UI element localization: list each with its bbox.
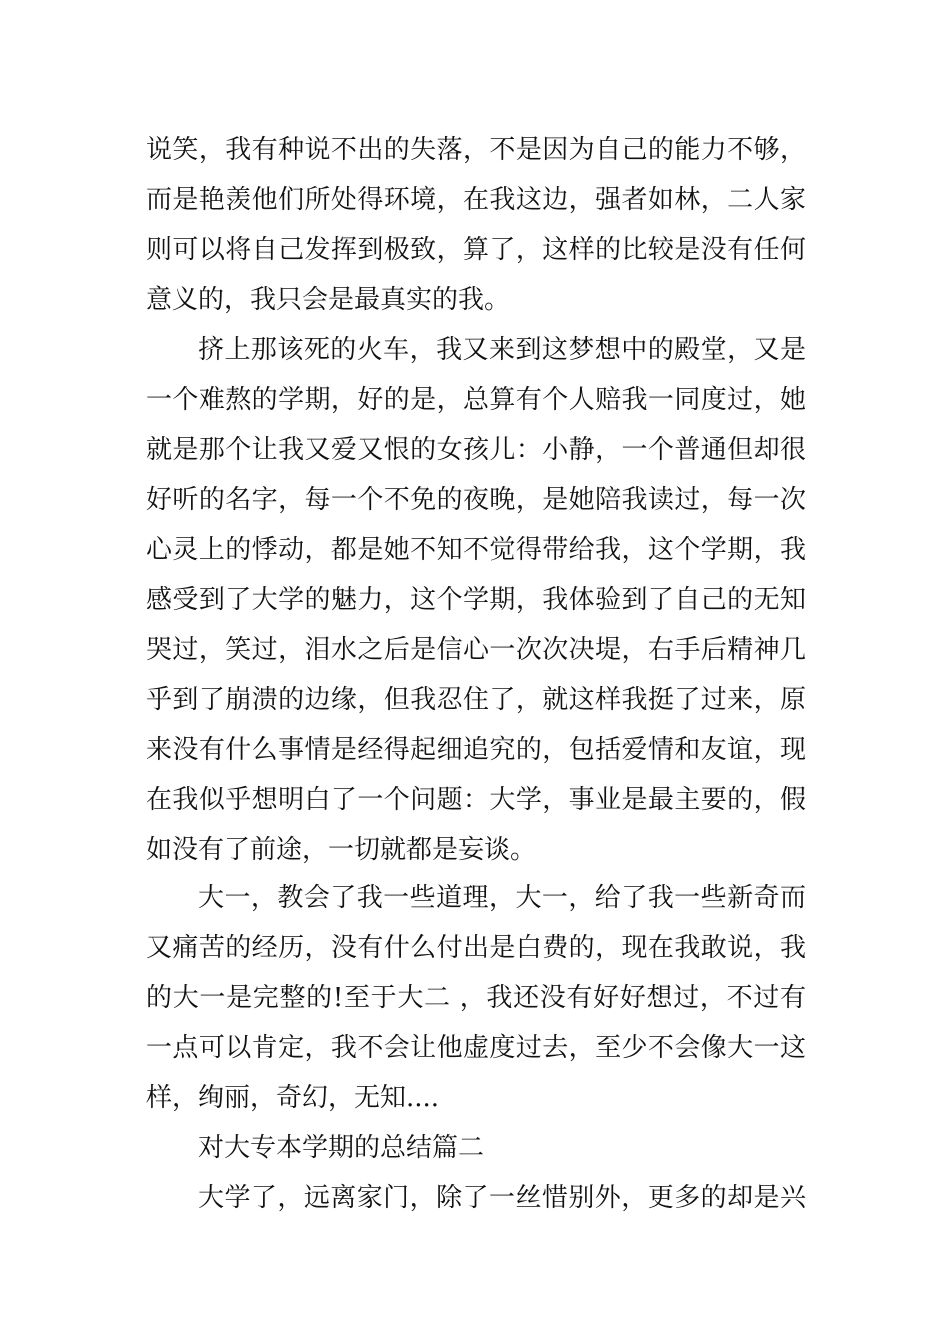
text-line: 一点可以肯定，我不会让他虚度过去，至少不会像大一这 (146, 1033, 806, 1063)
text-line: 如没有了前途，一切就都是妄谈。 (146, 835, 537, 865)
text-line: 乎到了崩溃的边缘，但我忍住了，就这样我挺了过来，原 (146, 685, 806, 715)
text-line: 心灵上的悸动，都是她不知不觉得带给我，这个学期，我 (146, 535, 806, 565)
text-line: 挤上那该死的火车，我又来到这梦想中的殿堂，又是 (198, 335, 806, 365)
text-line: 而是艳羡他们所处得环境，在我这边，强者如林，二人家 (146, 185, 806, 215)
text-line: 一个难熬的学期，好的是，总算有个人赔我一同度过，她 (146, 385, 806, 415)
text-line: 意义的，我只会是最真实的我。 (146, 285, 511, 315)
text-line: 感受到了大学的魅力，这个学期，我体验到了自己的无知 (146, 585, 806, 615)
text-line: 说笑，我有种说不出的失落，不是因为自己的能力不够， (146, 135, 806, 165)
text-line: 大一，教会了我一些道理，大一，给了我一些新奇而 (198, 883, 806, 913)
text-line: 样，绚丽，奇幻，无知.... (146, 1083, 440, 1113)
text-line: 的大一是完整的!至于大二 ，我还没有好好想过，不过有 (146, 983, 806, 1013)
text-line: 在我似乎想明白了一个问题：大学，事业是最主要的，假 (146, 785, 806, 815)
text-line: 好听的名字，每一个不免的夜晚，是她陪我读过，每一次 (146, 485, 806, 515)
text-line: 就是那个让我又爱又恨的女孩儿：小静，一个普通但却很 (146, 435, 806, 465)
text-line: 哭过，笑过，泪水之后是信心一次次决堤，右手后精神几 (146, 635, 806, 665)
text-line: 又痛苦的经历，没有什么付出是白费的，现在我敢说，我 (146, 933, 806, 963)
text-line: 则可以将自己发挥到极致，算了，这样的比较是没有任何 (146, 235, 806, 265)
text-line: 大学了，远离家门，除了一丝惜别外，更多的却是兴 (198, 1183, 806, 1213)
text-line: 来没有什么事情是经得起细追究的，包括爱情和友谊，现 (146, 735, 806, 765)
section-heading: 对大专本学期的总结篇二 (198, 1133, 485, 1163)
